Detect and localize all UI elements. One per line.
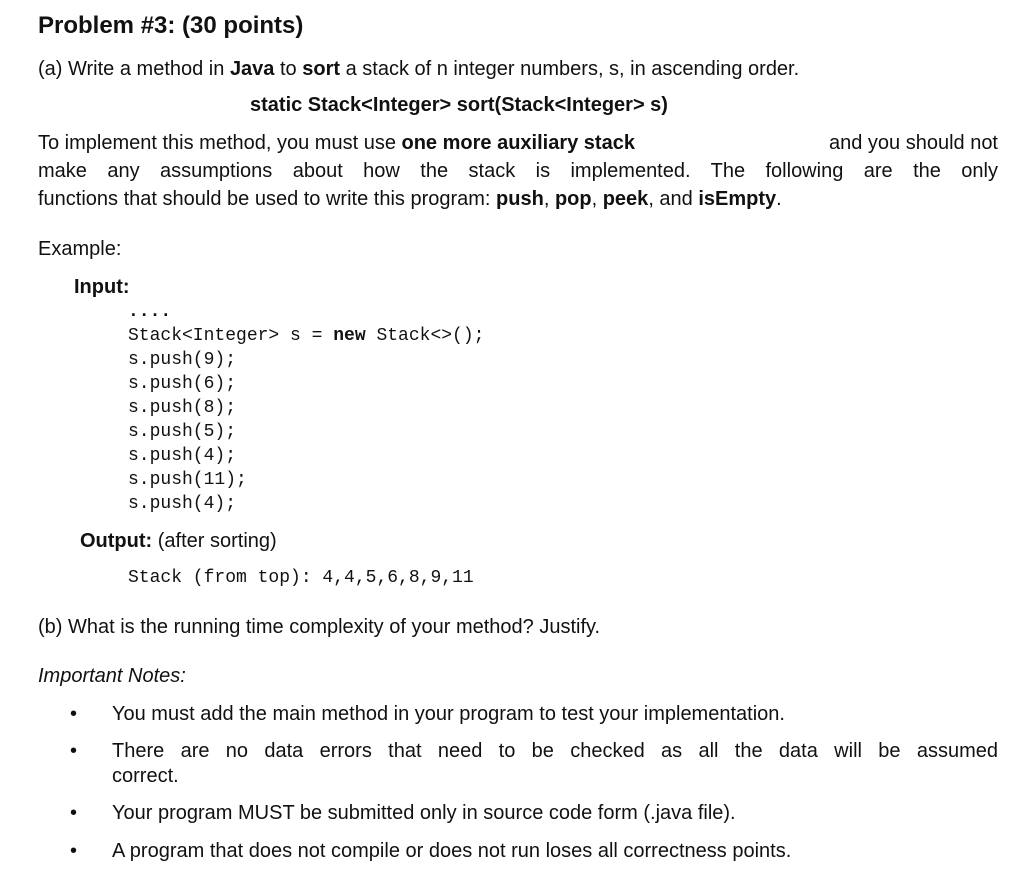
bullet-icon: • <box>70 740 78 762</box>
code-line: s.push(4); <box>128 446 237 466</box>
output-line: Stack (from top): 4,4,5,6,8,9,11 <box>128 568 474 588</box>
code-dots: .... <box>128 302 172 322</box>
code-line: s.push(6); <box>128 374 237 394</box>
problem-title: Problem #3: (30 points) <box>38 12 304 39</box>
note-item: You must add the main method in your program to test your implementation. <box>112 703 785 725</box>
bullet-icon: • <box>70 703 78 725</box>
method-signature: static Stack<Integer> sort(Stack<Integer> s) <box>250 94 668 116</box>
note-item: Your program MUST be submitted only in source code form (.java file). <box>112 802 736 824</box>
input-label: Input: <box>74 276 130 298</box>
part-b-text: (b) What is the running time complexity of your method? Justify. <box>38 616 601 638</box>
note-item: A program that does not compile or does not run loses all correctness points. <box>112 840 792 862</box>
note-item-continuation: correct. <box>112 765 179 787</box>
example-label: Example: <box>38 238 122 260</box>
code-line: s.push(4); <box>128 494 237 514</box>
code-line: s.push(9); <box>128 350 237 370</box>
code-line: s.push(8); <box>128 398 237 418</box>
part-a-text: (a) Write a method in Java to sort a stack of n integer numbers, s, in ascending order. <box>38 58 800 80</box>
implementation-requirements: To implement this method, you must use one more auxiliary stack and you should not make any assumptions about how the stack is implemented. The following are the only functions that should be used to write this program: push, pop, peek, and isEmpty. <box>38 132 998 210</box>
code-declaration: Stack<Integer> s = new Stack<>(); <box>128 326 485 346</box>
output-heading: Output: (after sorting) <box>80 530 277 552</box>
bullet-icon: • <box>70 802 78 824</box>
code-line: s.push(5); <box>128 422 237 442</box>
notes-title: Important Notes: <box>38 665 186 687</box>
code-line: s.push(11); <box>128 470 247 490</box>
bullet-icon: • <box>70 840 78 862</box>
note-item: There are no data errors that need to be checked as all the data will be assumed <box>112 740 998 762</box>
